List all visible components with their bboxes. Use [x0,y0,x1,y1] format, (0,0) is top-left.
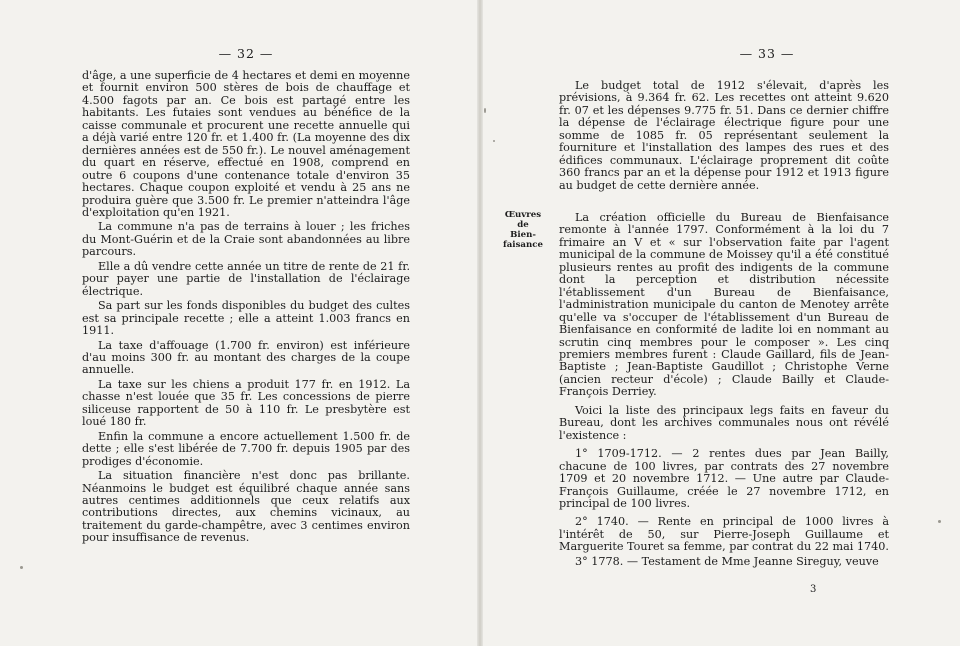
left-page-text [82,70,410,547]
paragraph: d'âge, a une superficie de 4 hectares et demi en moyenne et fournit environ 500 stères de bois de chauffage et 4.500 fagots par an. Ce bois est partagé entre les habitants. Les futaies sont vendues au bénéfice de la caisse communale et procurent une recette annuelle qui a déjà varié entre 120 fr. et 1.400 fr. (La moyenne des dix dernières années est de 550 fr.). Le nouvel aménagement du quart en réserve, effectué en 1908, comprend en outre 6 coupons d'une contenance totale d'environ 35 hectares. Chaque coupon exploité et vendu à 25 ans ne produira guère que 3.500 fr. Le premier n'atteindra l'âge d'exploitation qu'en 1921. [82,69,410,219]
margin-note-line: Bien- [510,230,536,240]
right-page-intro-text [559,80,889,194]
right-page [483,0,960,646]
paragraph: La situation financière n'est donc pas brillante. Néanmoins le budget est équilibré chaque année sans autres centimes additionnels que ceux relatifs aux contributions directes, aux chemins vicinaux, au traitement du garde-champêtre, avec 3 centimes environ pour insuffisance de revenus. [82,469,410,545]
paper-speck [493,140,495,142]
page-number-left: — 32 — [218,46,274,61]
paragraph: Enfin la commune a encore actuellement 1.500 fr. de dette ; elle s'est libérée de 7.700 fr. depuis 1905 par des prodiges d'économie. [82,429,410,468]
paragraph: 3° 1778. — Testament de Mme Jeanne Sireguy, veuve [575,554,879,568]
paragraph: Voici la liste des principaux legs faits en faveur du Bureau, dont les archives communales nous ont révélé l'existence : [559,403,889,442]
margin-note [501,210,545,250]
page-number-right: — 33 — [739,46,795,61]
right-page-text [559,212,889,570]
margin-note-line: Œuvres [504,210,542,220]
paper-speck [484,108,486,113]
paper-speck [938,520,941,523]
left-page [0,0,477,646]
paragraph: Le budget total de 1912 s'élevait, d'après les prévisions, à 9.364 fr. 62. Les recettes ont atteint 9.620 fr. 07 et les dépenses 9.775 fr. 51. Dans ce dernier chiffre la dépense de l'éclairage électrique figure pour une somme de 1085 fr. 05 représentant seulement la fourniture et l'installation des lampes des rues et des édifices communaux. L'éclairage proprement dit coûte 360 francs par an et la dépense pour 1912 et 1913 figure au budget de cette dernière année. [559,79,889,192]
paragraph: La création officielle du Bureau de Bienfaisance remonte à l'année 1797. Conformément à la loi du 7 frimaire an V et « sur l'observation faite par l'agent municipal de la commune de Moissey qu'il a été constitué plusieurs rentes au profit des indigents de la commune dont la perception et distribution nécessite l'établissement d'un Bureau de Bienfaisance, l'administration municipale du canton de Menotey arrête qu'elle va s'occuper de l'établissement d'un Bureau de Bienfaisance en conformité de ladite loi en nommant au scrutin cinq membres pour le composer ». Les cinq premiers membres furent : Claude Gaillard, fils de Jean-Baptiste ; Jean-Baptiste Gaudillot ; Christophe Verne (ancien recteur d'école) ; Claude Bailly et Claude-François Derriey. [559,211,889,399]
paragraph: La taxe sur les chiens a produit 177 fr. en 1912. La chasse n'est louée que 35 fr. Les concessions de pierre siliceuse rapportent de 50 à 110 fr. Le presbytère est loué 180 fr. [82,377,410,429]
signature-mark: 3 [810,584,817,595]
paper-speck [20,566,23,569]
paragraph: Elle a dû vendre cette année un titre de rente de 21 fr. pour payer une partie de l'installation de l'éclairage électrique. [82,259,410,298]
paragraph: Sa part sur les fonds disponibles du budget des cultes est sa principale recette ; elle a atteint 1.003 francs en 1911. [82,299,410,338]
margin-note-line: de [517,220,529,230]
paragraph: 1° 1709-1712. — 2 rentes dues par Jean Bailly, chacune de 100 livres, par contrats des 27 novembre 1709 et 20 novembre 1712. — Une autre par Claude-François Guillaume, créée le 27 novembre 1712, en principal de 100 livres. [559,447,889,510]
paragraph: La taxe d'affouage (1.700 fr. environ) est inférieure d'au moins 300 fr. au montant des charges de la coupe annuelle. [82,338,410,377]
paragraph: La commune n'a pas de terrains à louer ; les friches du Mont-Guérin et de la Craie sont abandonnées au libre parcours. [82,220,410,259]
margin-note-line: faisance [503,240,543,250]
paragraph: 2° 1740. — Rente en principal de 1000 livres à l'intérêt de 50, sur Pierre-Joseph Guillaume et Marguerite Touret sa femme, par contrat du 22 mai 1740. [559,515,889,554]
